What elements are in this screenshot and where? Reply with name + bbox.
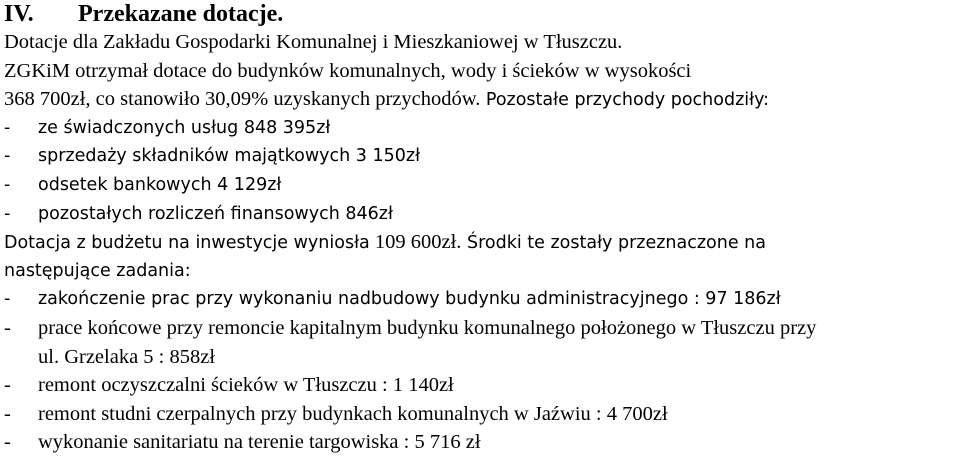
list-item [4, 314, 956, 343]
list-dash: - [4, 374, 11, 397]
list-item [4, 142, 956, 171]
list-dash: - [4, 402, 11, 425]
section-heading [4, 0, 956, 28]
list-dash: - [4, 316, 11, 339]
section-number: IV. [4, 1, 34, 27]
list-item [4, 114, 956, 143]
list-item-text: pozostałych rozliczeń finansowych 846zł [38, 203, 393, 224]
list-dash: - [4, 117, 11, 138]
intro-line-3-sans: Pozostałe przychody pochodziły: [480, 90, 770, 111]
list-item-text: ul. Grzelaka 5 : 858zł [38, 345, 216, 368]
list-dash: - [4, 289, 11, 310]
intro-line-3 [4, 85, 956, 114]
list-item-text: ze świadczonych usług 848 395zł [38, 117, 331, 138]
budget-line-2: następujące zadania: [4, 260, 191, 281]
budget-line-1 [4, 228, 956, 257]
list-item [4, 171, 956, 200]
list-item-text: odsetek bankowych 4 129zł [38, 174, 282, 195]
list-item-text: remont oczyszczalni ścieków w Tłuszczu : 1 140zł [38, 374, 454, 397]
list-item [4, 200, 956, 229]
intro-line-3-serif: 368 700zł, co stanowiło 30,09% uzyskanych przychodów. [4, 88, 481, 111]
list-item-text: wykonanie sanitariatu na terenie targowiska : 5 716 zł [38, 431, 481, 454]
intro-line-2: ZGKiM otrzymał dotace do budynków komunalnych, wody i ścieków w wysokości [4, 59, 692, 82]
list-item-text: remont studni czerpalnych przy budynkach komunalnych w Jaźwiu : 4 700zł [38, 402, 668, 425]
document-page [4, 0, 956, 457]
list-item-text: prace końcowe przy remoncie kapitalnym budynku komunalnego położonego w Tłuszczu przy [38, 316, 817, 339]
budget-line-1-b: Środki te zostały przeznaczone na [461, 233, 766, 254]
budget-line-1-a: Dotacja z budżetu na inwestycje wyniosła [4, 233, 370, 254]
list-item-text: sprzedaży składników majątkowych 3 150zł [38, 146, 421, 167]
list-item [4, 428, 956, 457]
list-item-text: zakończenie prac przy wykonaniu nadbudowy budynku administracyjnego : 97 186zł [38, 289, 781, 310]
list-dash: - [4, 203, 11, 224]
intro-line-1: Dotacje dla Zakładu Gospodarki Komunalnej i Mieszkaniowej w Tłuszczu. [4, 31, 623, 53]
list-item [4, 285, 956, 314]
list-dash: - [4, 174, 11, 195]
section-title: Przekazane dotacje. [78, 1, 284, 27]
list-dash: - [4, 146, 11, 167]
budget-amount: 109 600zł. [369, 231, 462, 254]
list-item [4, 371, 956, 400]
list-dash: - [4, 431, 11, 454]
list-item-continuation [4, 343, 956, 372]
list-item [4, 400, 956, 429]
